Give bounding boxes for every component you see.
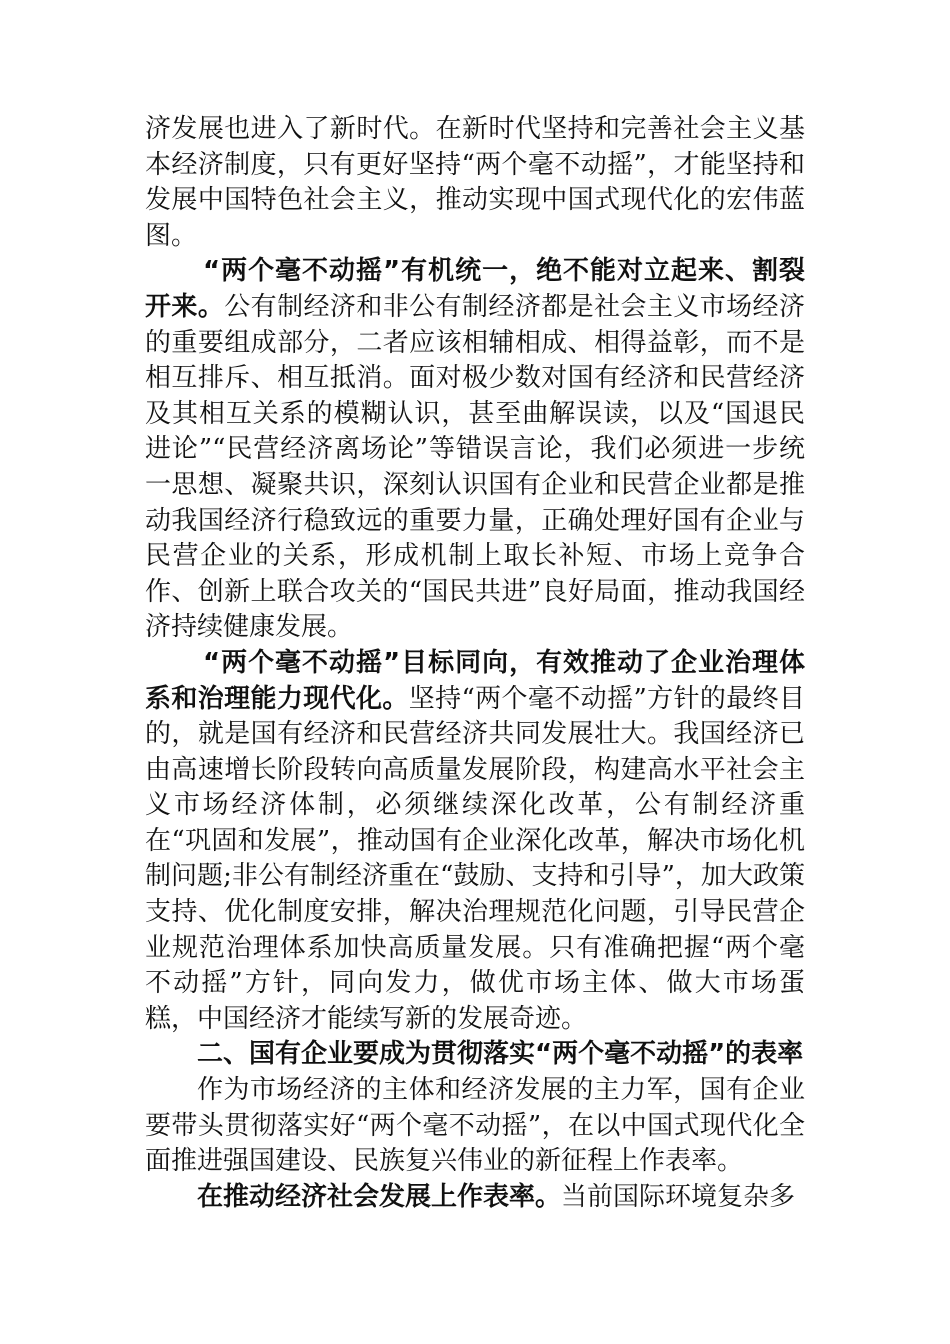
paragraph-same-goal — [145, 646, 805, 1038]
paragraph-text: 坚持“两个毫不动摇”方针的最终目的，就是国有经济和民营经济共同发展壮大。我国经济已由高速增长阶段转向高质量发展阶段，构建高水平社会主义市场经济体制，必须继续深化改革，公有制经济重在“巩固和发展”，推动国有企业深化改革，解决市场化机制问题;非公有制经济重在“鼓励、支持和引导”，加大政策支持、优化制度安排，解决治理规范化问题，引导民营企业规范治理体系加快高质量发展。只有准确把握“两个毫不动摇”方针，同向发力，做优市场主体、做大市场蛋糕，中国经济才能续写新的发展奇迹。 — [145, 683, 805, 1034]
paragraph-text: 作为市场经济的主体和经济发展的主力军，国有企业要带头贯彻落实好“两个毫不动摇”，在以中国式现代化全面推进强国建设、民族复兴伟业的新征程上作表率。 — [145, 1075, 805, 1177]
paragraph-text: 当前国际环境复杂多 — [561, 1181, 796, 1212]
paragraph-lead-sentence: 在推动经济社会发展上作表率。 — [197, 1181, 562, 1212]
section-heading: 二、国有企业要成为贯彻落实“两个毫不动摇”的表率 — [197, 1039, 804, 1070]
paragraph-lead-sentence: “两个毫不动摇”有机统一，绝不能对立起来、割裂开来。 — [145, 256, 805, 322]
paragraph-text: 公有制经济和非公有制经济都是社会主义市场经济的重要组成部分，二者应该相辅相成、相得益彰，而不是相互排斥、相互抵消。面对极少数对国有经济和民营经济及其相互关系的模糊认识，甚至曲解误读，以及“国退民进论”“民营经济离场论”等错误言论，我们必须进一步统一思想、凝聚共识，深刻认识国有企业和民营企业都是推动我国经济行稳致远的重要力量，正确处理好国有企业与民营企业的关系，形成机制上取长补短、市场上竞争合作、创新上联合攻关的“国民共进”良好局面，推动我国经济持续健康发展。 — [145, 291, 805, 643]
paragraph-continuation — [145, 112, 805, 254]
paragraph-text: 济发展也进入了新时代。在新时代坚持和完善社会主义基本经济制度，只有更好坚持“两个毫不动摇”，才能坚持和发展中国特色社会主义，推动实现中国式现代化的宏伟蓝图。 — [145, 114, 805, 251]
paragraph-organic-unity — [145, 254, 805, 646]
document-body — [145, 112, 805, 1215]
paragraph-economic-development — [145, 1180, 805, 1216]
paragraph-lead-sentence: “两个毫不动摇”目标同向，有效推动了企业治理体系和治理能力现代化。 — [145, 647, 805, 714]
paragraph-soe-role — [145, 1073, 805, 1180]
